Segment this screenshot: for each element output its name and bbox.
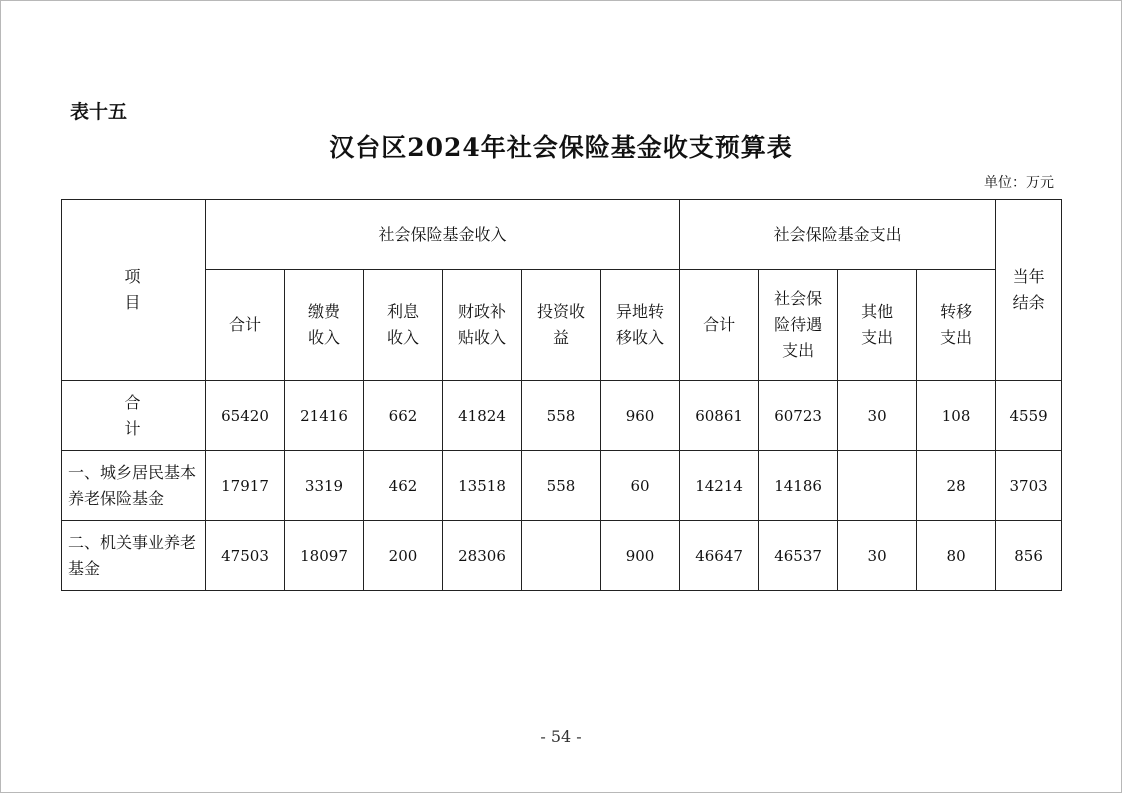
header-expense-group: 社会保险基金支出 <box>680 200 996 270</box>
page-number: - 54 - <box>540 727 582 746</box>
header-line: 异地转 <box>616 302 665 321</box>
header-line: 转移 <box>940 302 973 321</box>
cell-subsidy-income: 28306 <box>443 521 522 591</box>
header-investment-income <box>522 270 601 381</box>
cell-expense-total: 46647 <box>680 521 759 591</box>
cell-transfer-income: 900 <box>601 521 680 591</box>
cell-benefit-expense: 14186 <box>759 451 838 521</box>
cell-subsidy-income: 13518 <box>443 451 522 521</box>
header-line: 险待遇 <box>774 315 823 334</box>
table-label: 表十五 <box>70 101 128 123</box>
cell-balance: 856 <box>996 521 1062 591</box>
header-subsidy-income <box>443 270 522 381</box>
cell-interest-income: 462 <box>364 451 443 521</box>
header-item: 项 目 <box>62 200 206 381</box>
header-transfer-income <box>601 270 680 381</box>
cell-expense-total: 60861 <box>680 381 759 451</box>
row-item: 一、城乡居民基本养老保险基金 <box>62 451 206 521</box>
cell-transfer-income: 960 <box>601 381 680 451</box>
header-line: 支出 <box>782 341 815 360</box>
header-balance-line: 当年 <box>1012 267 1045 286</box>
cell-balance: 3703 <box>996 451 1062 521</box>
cell-balance: 4559 <box>996 381 1062 451</box>
header-line: 合计 <box>228 315 261 334</box>
table-row <box>62 521 1062 591</box>
header-transfer-expense <box>917 270 996 381</box>
header-line: 收入 <box>307 328 340 347</box>
document-title: 汉台区2024年社会保险基金收支预算表 <box>329 133 793 162</box>
row-item: 二、机关事业养老基金 <box>62 521 206 591</box>
cell-subsidy-income: 41824 <box>443 381 522 451</box>
unit-note: 单位：万元 <box>984 175 1054 191</box>
cell-transfer-expense: 80 <box>917 521 996 591</box>
header-line: 合计 <box>703 315 736 334</box>
header-row-groups <box>62 200 1062 270</box>
header-benefit-expense <box>759 270 838 381</box>
header-line: 贴收入 <box>457 328 506 347</box>
header-balance <box>996 200 1062 381</box>
cell-other-expense <box>838 451 917 521</box>
cell-investment-income: 558 <box>522 451 601 521</box>
cell-investment-income <box>522 521 601 591</box>
cell-investment-income: 558 <box>522 381 601 451</box>
cell-other-expense: 30 <box>838 521 917 591</box>
budget-table <box>61 199 1062 591</box>
header-line: 收入 <box>386 328 419 347</box>
header-line: 支出 <box>861 328 894 347</box>
cell-interest-income: 662 <box>364 381 443 451</box>
cell-benefit-expense: 46537 <box>759 521 838 591</box>
row-item-total: 合 计 <box>62 381 206 451</box>
cell-interest-income: 200 <box>364 521 443 591</box>
header-line: 支出 <box>940 328 973 347</box>
header-row-columns <box>62 270 1062 381</box>
header-line: 社会保 <box>774 289 823 308</box>
header-balance-line: 结余 <box>1012 293 1045 312</box>
header-fee-income <box>285 270 364 381</box>
cell-other-expense: 30 <box>838 381 917 451</box>
header-line: 缴费 <box>307 302 340 321</box>
cell-income-total: 47503 <box>206 521 285 591</box>
cell-fee-income: 18097 <box>285 521 364 591</box>
cell-fee-income: 21416 <box>285 381 364 451</box>
header-expense-total <box>680 270 759 381</box>
header-income-group: 社会保险基金收入 <box>206 200 680 270</box>
cell-expense-total: 14214 <box>680 451 759 521</box>
cell-fee-income: 3319 <box>285 451 364 521</box>
header-line: 投资收 <box>536 302 585 321</box>
header-other-expense <box>838 270 917 381</box>
header-income-total <box>206 270 285 381</box>
cell-transfer-expense: 28 <box>917 451 996 521</box>
cell-income-total: 65420 <box>206 381 285 451</box>
cell-income-total: 17917 <box>206 451 285 521</box>
table-row-total <box>62 381 1062 451</box>
cell-transfer-expense: 108 <box>917 381 996 451</box>
table-row <box>62 451 1062 521</box>
header-interest-income <box>364 270 443 381</box>
cell-benefit-expense: 60723 <box>759 381 838 451</box>
header-line: 利息 <box>386 302 419 321</box>
header-line: 移收入 <box>616 328 665 347</box>
cell-transfer-income: 60 <box>601 451 680 521</box>
header-line: 其他 <box>861 302 894 321</box>
header-line: 财政补 <box>457 302 506 321</box>
header-line: 益 <box>552 328 569 347</box>
